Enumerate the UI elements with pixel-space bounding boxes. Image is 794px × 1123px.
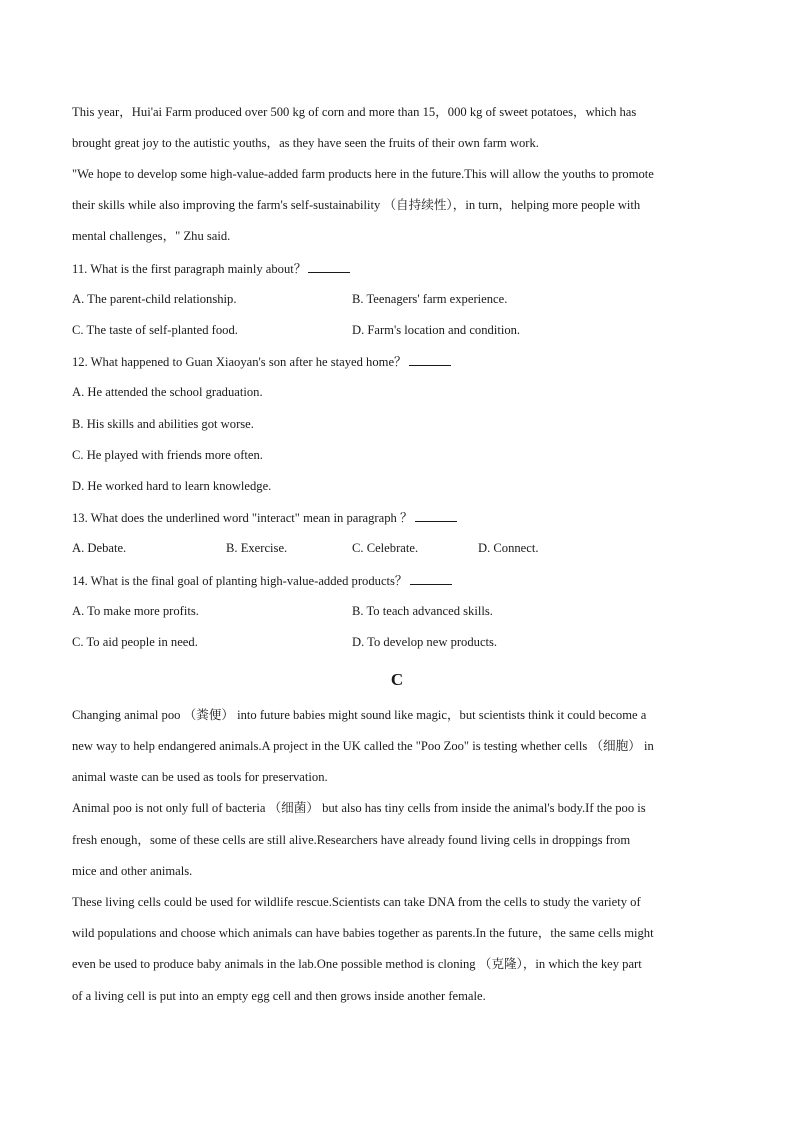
question-text: What is the final goal of planting high-value-added products？	[90, 574, 408, 588]
question-text: What happened to Guan Xiaoyan's son after he stayed home？	[90, 355, 407, 369]
question-number: 13.	[72, 511, 88, 525]
answer-blank[interactable]	[308, 260, 350, 273]
option-a: A. To make more profits.	[72, 604, 199, 618]
option-d: D. Connect.	[478, 541, 539, 555]
passage-line: fresh enough，some of these cells are still alive.Researchers have already found living cells in droppings from	[72, 833, 631, 847]
question-number: 14.	[72, 574, 88, 588]
question-number: 11.	[72, 262, 88, 276]
passage-line: These living cells could be used for wildlife rescue.Scientists can take DNA from the cells to study the variety of	[72, 895, 641, 909]
question-13	[72, 509, 722, 526]
question-12	[72, 353, 722, 370]
option-a: A. Debate.	[72, 541, 127, 555]
passage-line: mice and other animals.	[72, 864, 193, 878]
option-b: B. Teenagers' farm experience.	[352, 292, 508, 306]
option-d: D. Farm's location and condition.	[352, 323, 521, 337]
passage-line: animal waste can be used as tools for preservation.	[72, 770, 328, 784]
passage-line: Changing animal poo （粪便） into future babies might sound like magic，but scientists think it could become a	[72, 708, 647, 722]
option-c: C. He played with friends more often.	[72, 448, 263, 462]
question-text: What is the first paragraph mainly about？	[90, 262, 307, 276]
passage-line: even be used to produce baby animals in the lab.One possible method is cloning （克隆），in which the key part	[72, 957, 642, 971]
option-a: A. The parent-child relationship.	[72, 292, 237, 306]
option-d: D. To develop new products.	[352, 635, 498, 649]
passage-line: their skills while also improving the farm's self-sustainability （自持续性），in turn，helping more people with	[72, 198, 641, 212]
passage-line: mental challenges，" Zhu said.	[72, 229, 231, 243]
answer-blank[interactable]	[409, 353, 451, 366]
passage-line: wild populations and choose which animals can have babies together as parents.In the future，the same cells might	[72, 926, 654, 940]
answer-blank[interactable]	[410, 572, 452, 585]
question-11	[72, 260, 722, 277]
option-b: B. His skills and abilities got worse.	[72, 417, 254, 431]
option-a: A. He attended the school graduation.	[72, 385, 263, 399]
question-14	[72, 572, 722, 589]
passage-line: new way to help endangered animals.A project in the UK called the "Poo Zoo" is testing whether cells （细胞） in	[72, 739, 654, 753]
option-d: D. He worked hard to learn knowledge.	[72, 479, 272, 493]
option-b: B. Exercise.	[226, 541, 288, 555]
option-c: C. To aid people in need.	[72, 635, 198, 649]
passage-line: This year，Hui'ai Farm produced over 500 kg of corn and more than 15，000 kg of sweet potatoes，which has	[72, 105, 637, 119]
option-b: B. To teach advanced skills.	[352, 604, 493, 618]
passage-line: Animal poo is not only full of bacteria （细菌） but also has tiny cells from inside the animal's body.If the poo is	[72, 801, 646, 815]
question-text: What does the underlined word "interact" mean in paragraph ？	[90, 511, 413, 525]
answer-blank[interactable]	[415, 509, 457, 522]
question-number: 12.	[72, 355, 88, 369]
passage-line: "We hope to develop some high-value-added farm products here in the future.This will allow the youths to promote	[72, 167, 654, 181]
section-title: C	[390, 670, 404, 689]
option-c: C. Celebrate.	[352, 541, 419, 555]
passage-line: of a living cell is put into an empty egg cell and then grows inside another female.	[72, 989, 486, 1003]
option-c: C. The taste of self-planted food.	[72, 323, 238, 337]
passage-line: brought great joy to the autistic youths，as they have seen the fruits of their own farm work.	[72, 136, 539, 150]
